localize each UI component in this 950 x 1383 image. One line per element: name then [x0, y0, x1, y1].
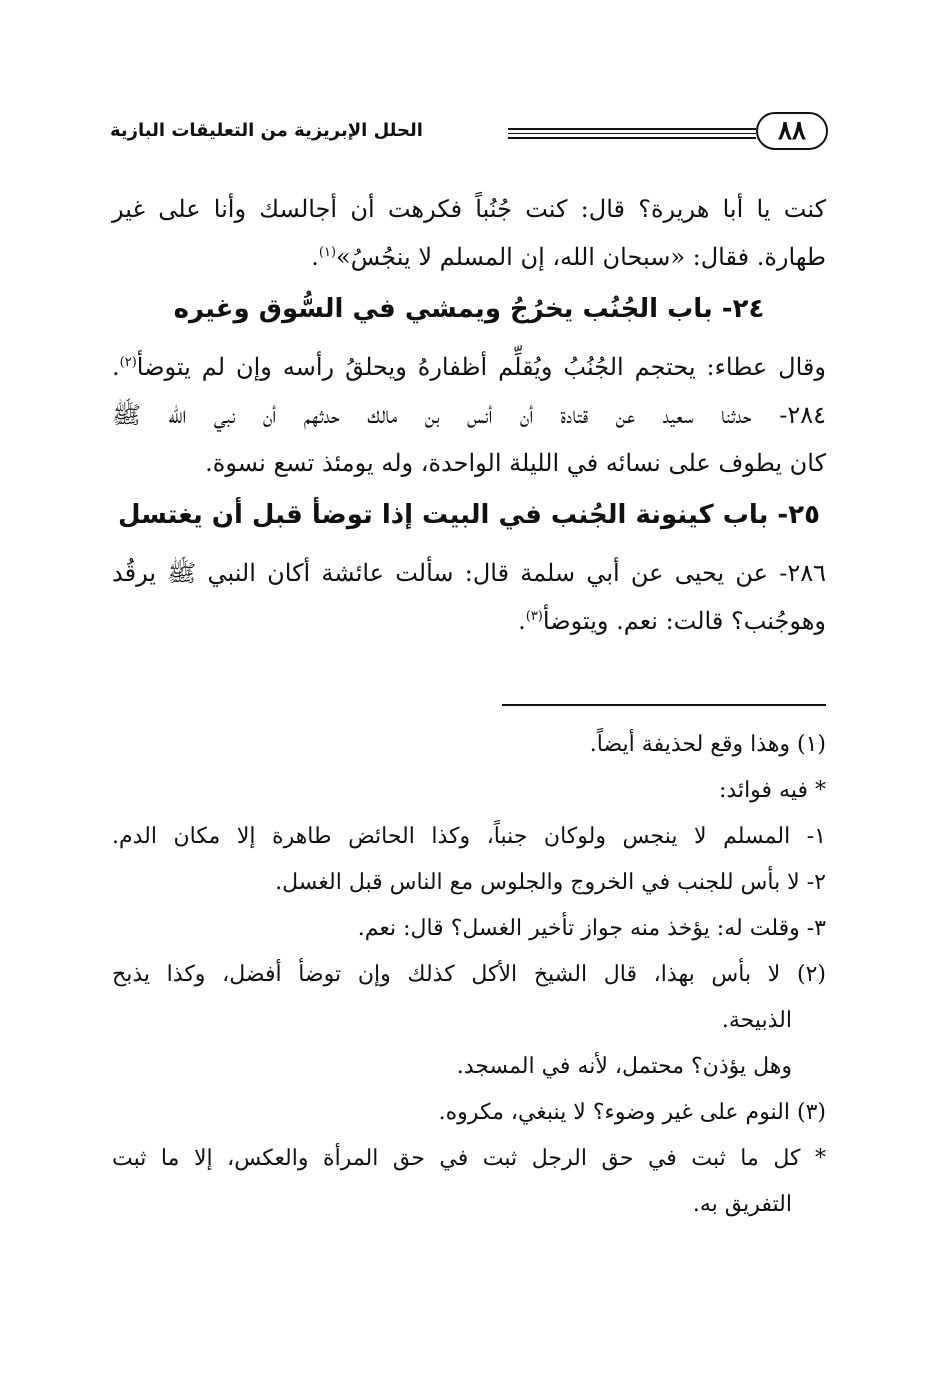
header-rule	[508, 137, 756, 139]
text-line: وقال عطاء: يحتجم الجُنُبُ ويُقلِّم أظفارهُ ويحلقُ رأسه وإن لم يتوضأ$^{(٢)}$.	[112, 353, 826, 381]
footnote-line: الذبيحة.	[721, 1008, 792, 1033]
text-line: كنت يا أبا هريرة؟ قال: كنت جُنُباً فكرهت أن أجالسك وأنا على غير	[112, 195, 826, 223]
footnote-separator	[502, 704, 826, 706]
text-line: وهوجُنب؟ قالت: نعم. ويتوضأ$^{(٣)}$.	[518, 607, 826, 635]
main-text	[112, 185, 826, 645]
header-rule	[508, 128, 756, 130]
hadith-line: ٢٨٦- عن يحيى عن أبي سلمة قال: سألت عائشة أكان النبي ﷺ يرقُد	[112, 559, 826, 587]
footnote-line: ٣- وقلت له: يؤخذ منه جواز تأخير الغسل؟ قال: نعم.	[357, 916, 826, 941]
text-line: كان يطوف على نسائه في الليلة الواحدة، وله يومئذ تسع نسوة.	[205, 449, 826, 477]
footnote-ref: (١)	[318, 245, 337, 260]
footnotes	[112, 722, 826, 1228]
footnote-line: (٢) لا بأس بهذا، قال الشيخ الأكل كذلك وإن توضأ أفضل، وكذا يذبح	[112, 962, 826, 987]
footnote-line: ١- المسلم لا ينجس ولوكان جنباً، وكذا الحائض طاهرة إلا مكان الدم.	[112, 824, 826, 849]
header-rule	[508, 133, 756, 134]
hadith-line: ٢٨٤- حدثنا سعيد عن قتادة أن أنس بن مالك حدثهم أن نبي الله ﷺ	[112, 401, 826, 429]
footnote-line: التفريق به.	[692, 1192, 792, 1217]
footnote-line: وهل يؤذن؟ محتمل، لأنه في المسجد.	[456, 1054, 792, 1079]
footnote-ref: (٣)	[525, 609, 543, 624]
running-title: الحلل الإبريزية من التعليقات البازية	[110, 120, 423, 141]
footnote-ref: (٢)	[119, 355, 137, 370]
footnote-line: (١) وهذا وقع لحذيفة أيضاً.	[589, 732, 826, 757]
chapter-heading: ٢٤- باب الجُنُب يخرُجُ ويمشي في السُّوق وغيره	[173, 294, 765, 324]
footnote-line: * فيه فوائد:	[718, 778, 826, 803]
chapter-heading: ٢٥- باب كينونة الجُنب في البيت إذا توضأ قبل أن يغتسل	[118, 500, 820, 530]
footnote-line: (٣) النوم على غير وضوء؟ لا ينبغي، مكروه.	[438, 1100, 826, 1125]
page-header	[110, 112, 828, 154]
footnote-line: ٢- لا بأس للجنب في الخروج والجلوس مع الناس قبل الغسل.	[275, 870, 826, 895]
page-number-badge	[756, 112, 828, 150]
text-line: طهارة. فقال: «سبحان الله، إن المسلم لا ينجُسُ»$^{(١)}$.	[311, 243, 826, 271]
page-number: ٨٨	[778, 116, 806, 146]
footnote-line: * كل ما ثبت في حق الرجل ثبت في حق المرأة والعكس، إلا ما ثبت	[112, 1146, 826, 1171]
